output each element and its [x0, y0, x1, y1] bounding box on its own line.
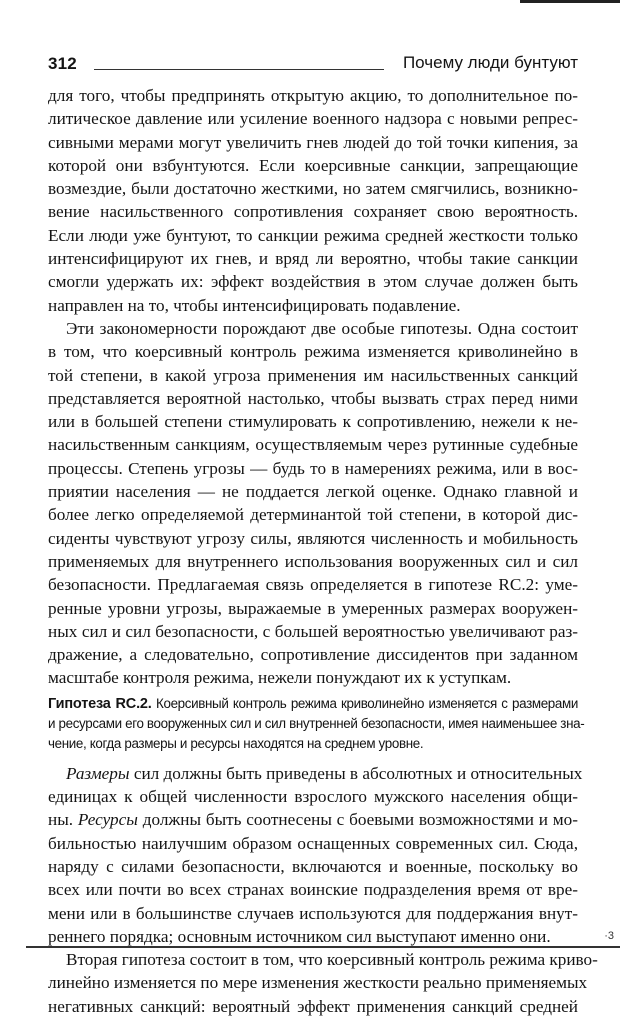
- text-run: ны.: [48, 810, 78, 830]
- text-line: литическое давление или усиление военного надзора с новыми репрес-: [48, 109, 578, 129]
- text-line: Если люди уже бунтуют, то санкции режима средней жесткости только: [48, 225, 578, 245]
- text-line: интенсифицируют их гнев, и вряд ли вероятно, чтобы такие санкции: [48, 249, 578, 269]
- text-line: той степени, в какой угроза применения им насильственных санкций: [48, 365, 578, 385]
- text-line: смогли удержать их: эффект воздействия в этом случае должен быть: [48, 272, 578, 292]
- italic-term: Размеры: [66, 763, 130, 783]
- text-line: направлен на то, чтобы интенсифицировать подавление.: [48, 295, 461, 315]
- text-line: насильственным санкциям, осуществляемым через рутинные судебные: [48, 435, 578, 455]
- text-line: [48, 762, 583, 785]
- text-line: единицах к общей численности взрослого мужского населения общи-: [48, 787, 578, 807]
- text-line: сиденты чувствуют угрозу силы, являются численность и мобильность: [48, 528, 578, 548]
- text-line: сивными мерами могут увеличить гнев людей до той точки кипения, за: [48, 132, 578, 152]
- text-line: линейно изменяется по мере изменения жесткости реально применяемых: [48, 973, 588, 993]
- text-line: ных сил и сил безопасности, с большей вероятностью увеличивают раз-: [48, 621, 578, 641]
- text-line: негативных санкций: вероятный эффект применения санкций средней: [48, 996, 578, 1016]
- hypothesis-rc2: [48, 694, 585, 754]
- text-line: вение насильственного сопротивления сохраняет свою вероятность.: [48, 202, 578, 222]
- text-line: всех или почти во всех странах воинские подразделения время от вре-: [48, 880, 578, 900]
- text-line: или в большей степени стимулировать к сопротивлению, нежели к не-: [48, 412, 578, 432]
- hypothesis-line: чение, когда размеры и ресурсы находятся на среднем уровне.: [48, 735, 424, 751]
- bottom-edge-rule: [26, 946, 620, 948]
- text-line: возмездие, были достаточно жесткими, но затем смягчились, возникно-: [48, 179, 578, 199]
- text-line: безопасности. Предлагаемая связь определяется в гипотезе RC.2: уме-: [48, 575, 578, 595]
- top-edge-rule: [520, 0, 620, 3]
- text-line: для того, чтобы предпринять открытую акцию, то дополнительное по-: [48, 86, 578, 105]
- text-line: мени или в большинстве случаев используются для поддержания внут-: [48, 903, 578, 923]
- paragraph-1: [48, 84, 578, 317]
- text-line: приятии населения — не поддается легкой оценке. Однако главной и: [48, 482, 578, 502]
- text-run: сил должны быть приведены в абсолютных и относительных: [129, 763, 583, 783]
- text-line: масштабе контроля режима, нежели понуждают их к уступкам.: [48, 668, 512, 688]
- text-line: реннего порядка; основным источником сил выступают именно они.: [48, 926, 551, 946]
- running-head: [48, 50, 578, 78]
- text-line: в том, что коерсивный контроль режима изменяется криволинейно в: [48, 342, 578, 362]
- text-line: [48, 808, 578, 831]
- text-line: наряду с силами безопасности, включаются и военные, поскольку во: [48, 856, 578, 876]
- running-title: Почему люди бунтуют: [402, 53, 578, 72]
- text-line: ренные уровни угрозы, выражаемые в умеренных размерах вооружен-: [48, 598, 578, 618]
- paragraph-3: [48, 762, 583, 948]
- hypothesis-line: [48, 694, 578, 714]
- hypothesis-text: Коерсивный контроль режима криволинейно изменяется с размерами: [156, 695, 578, 711]
- text-line: представляется вероятной настолько, чтобы вызвать страх перед ними: [48, 388, 578, 408]
- text-line: дражение, а следовательно, сопротивление диссидентов при заданном: [48, 645, 578, 665]
- corner-mark: ·3: [604, 930, 614, 942]
- italic-term: Ресурсы: [77, 810, 138, 830]
- body-text: [48, 84, 598, 1018]
- paragraph-2: [48, 317, 578, 690]
- text-line: применяемых для внутреннего использования вооруженных сил и сил: [48, 551, 578, 571]
- header-rule: [94, 69, 384, 70]
- text-line: Эти закономерности порождают две особые гипотезы. Одна состоит: [66, 318, 578, 338]
- text-line: более легко определяемой детерминантой той степени, в которой дис-: [48, 505, 578, 525]
- text-line: бильностью наилучшим образом оснащенных современных сил. Сюда,: [48, 833, 578, 853]
- text-line: Вторая гипотеза состоит в том, что коерсивный контроль режима криво-: [66, 950, 598, 970]
- text-run: должны быть соотнесены с боевыми возможностями и мо-: [137, 810, 579, 830]
- text-line: процессы. Степень угрозы — будь то в намерениях режима, или в вос-: [48, 458, 578, 478]
- hypothesis-line: и ресурсами его вооруженных сил и сил внутренней безопасности, имея наименьшее зна-: [48, 715, 585, 731]
- text-line: которой они взбунтуются. Если коерсивные санкции, запрещающие: [48, 155, 578, 175]
- hypothesis-label: Гипотеза RC.2.: [48, 695, 152, 712]
- page-number: 312: [48, 54, 77, 73]
